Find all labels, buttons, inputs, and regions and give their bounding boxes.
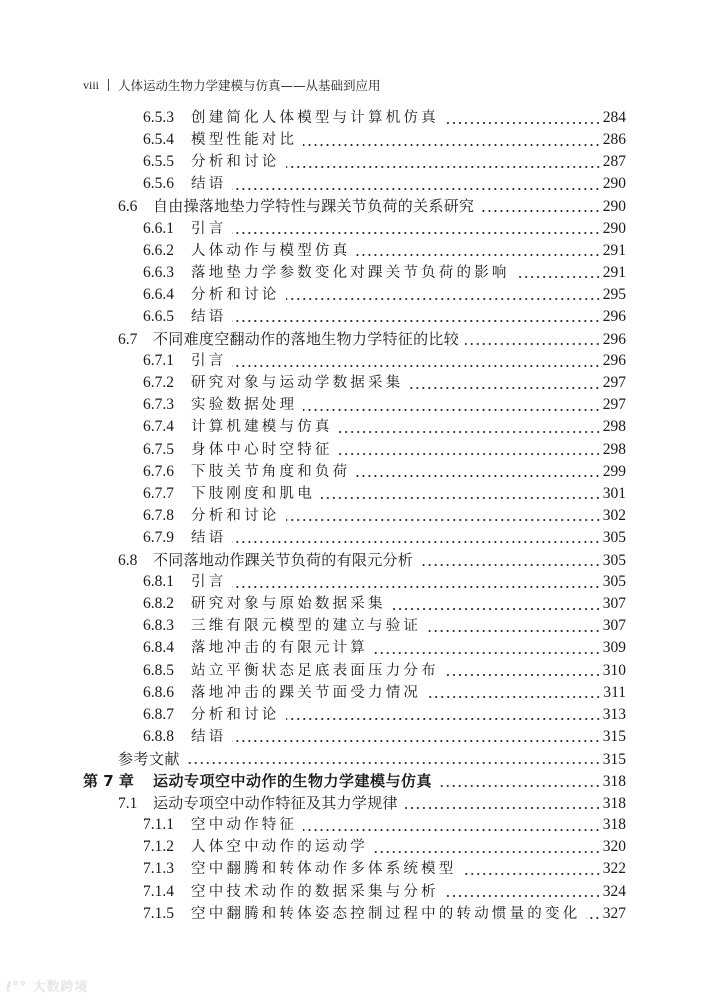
toc-entry-page: 297 [602, 374, 626, 392]
header-divider [108, 79, 109, 91]
dot-leader [374, 851, 601, 853]
toc-entry-page: 298 [602, 440, 626, 458]
toc-entry-title: 不同落地动作踝关节负荷的有限元分析 [153, 551, 414, 569]
toc-entry-page: 295 [602, 285, 626, 303]
toc-entry-title: 空中动作特征 [191, 817, 298, 834]
toc-entry-title: 引言 [191, 353, 227, 370]
toc-entry[interactable] [143, 505, 626, 527]
toc-entry[interactable] [143, 240, 626, 262]
toc-entry-number: 6.8.8 [143, 727, 174, 745]
toc-entry-title: 实验数据处理 [191, 397, 298, 414]
toc-entry-number: 6.8.1 [143, 573, 174, 591]
toc-entry-title: 空中翻腾和转体姿态控制过程中的转动惯量的变化 [191, 905, 581, 922]
toc-entry[interactable] [143, 704, 626, 726]
toc-entry-number: 6.8.2 [143, 595, 174, 613]
dot-leader [409, 387, 600, 389]
dot-leader [232, 232, 600, 234]
dot-leader [232, 188, 600, 190]
toc-entry-page: 301 [602, 484, 626, 502]
toc-entry[interactable] [83, 770, 626, 792]
toc-entry-title: 结语 [191, 728, 227, 745]
toc-entry[interactable] [143, 814, 626, 836]
toc-entry-page: 318 [602, 795, 626, 813]
toc-entry-title: 运动专项空中动作的生物力学建模与仿真 [153, 772, 433, 790]
toc-entry-title: 结语 [191, 176, 227, 193]
toc-entry[interactable] [143, 394, 626, 416]
toc-entry-title: 身体中心时空特征 [191, 441, 333, 458]
toc-entry[interactable] [143, 903, 626, 925]
toc-entry-title: 分析和讨论 [191, 507, 280, 524]
toc-entry-page: 290 [602, 198, 626, 216]
dot-leader [427, 630, 601, 632]
toc-entry-number: 6.7.3 [143, 396, 174, 414]
toc-entry-title: 落地冲击的踝关节面受力情况 [191, 684, 422, 701]
toc-entry-page: 322 [602, 860, 626, 878]
toc-entry[interactable] [118, 549, 626, 571]
toc-entry[interactable] [143, 306, 626, 328]
toc-entry-page: 324 [602, 882, 626, 900]
toc-entry-number: 6.7 [118, 331, 138, 348]
toc-entry-page: 299 [602, 462, 626, 480]
toc-entry-title: 空中翻腾和转体动作多体系统模型 [191, 861, 457, 878]
toc-entry-title: 运动专项空中动作特征及其力学规律 [153, 794, 398, 813]
toc-entry-title: 引言 [191, 574, 227, 591]
toc-entry-title: 人体空中动作的运动学 [191, 839, 368, 856]
toc-entry-number: 6.8.7 [143, 705, 174, 723]
toc-entry-number: 7.1.1 [143, 816, 174, 834]
toc-entry-page: 320 [602, 838, 626, 856]
dot-leader [286, 718, 601, 720]
toc-entry-page: 315 [602, 727, 626, 745]
toc-entry[interactable] [143, 372, 626, 394]
toc-entry-number: 6.7.9 [143, 528, 174, 546]
toc-entry-number: 6.6.2 [143, 241, 174, 259]
toc-entry[interactable] [143, 262, 626, 284]
toc-entry-page: 302 [602, 506, 626, 524]
toc-entry-number: 6.7.2 [143, 374, 174, 392]
dot-leader [356, 254, 600, 256]
toc-entry[interactable] [143, 173, 626, 195]
toc-entry-number: 7.1.4 [143, 882, 174, 900]
toc-entry-number: 6.8.3 [143, 617, 174, 635]
watermark-text: 大数跨境 [32, 980, 89, 995]
toc-entry-number: 6.8 [118, 552, 138, 569]
toc-entry-number: 7.1.5 [143, 904, 174, 922]
dot-leader [232, 541, 600, 543]
dot-leader [286, 166, 601, 168]
dot-leader [480, 210, 600, 212]
dot-leader [445, 674, 601, 676]
toc-entry-page: 290 [602, 219, 626, 237]
toc-entry-title: 人体动作与模型仿真 [191, 242, 351, 259]
watermark [6, 976, 89, 995]
toc-entry-number: 6.8.5 [143, 661, 174, 679]
toc-entry-number: 7.1.3 [143, 860, 174, 878]
toc-entry-number: 6.6 [118, 198, 138, 216]
toc-entry[interactable] [143, 593, 626, 615]
toc-entry-number: 7.1 [118, 795, 138, 813]
dot-leader [586, 917, 600, 919]
toc-entry-page: 305 [602, 573, 626, 591]
dot-leader [404, 807, 601, 809]
toc-entry[interactable] [143, 416, 626, 438]
page-number: viii [83, 77, 100, 92]
toc-entry-page: 287 [602, 153, 626, 171]
toc-entry-page: 305 [602, 552, 626, 569]
toc-entry-title: 分析和讨论 [191, 154, 280, 171]
dot-leader [438, 785, 601, 787]
toc-entry-page: 291 [602, 263, 626, 281]
toc-entry-title: 引言 [191, 220, 227, 237]
toc-entry-page: 297 [602, 396, 626, 414]
dot-leader [321, 497, 601, 499]
toc-entry-page: 311 [603, 683, 626, 701]
toc-entry-page: 307 [602, 617, 626, 635]
toc-entry-title: 结语 [191, 529, 227, 546]
dot-leader [445, 122, 601, 124]
toc-entry[interactable] [143, 461, 626, 483]
toc-entry-number: 6.7.5 [143, 440, 174, 458]
toc-entry-title: 分析和讨论 [191, 286, 280, 303]
book-title: 人体运动生物力学建模与仿真——从基础到应用 [118, 78, 381, 93]
toc-entry-title: 模型性能对比 [191, 132, 298, 149]
dot-leader [286, 298, 601, 300]
toc-entry-page: 284 [602, 109, 626, 126]
toc-entry[interactable] [143, 218, 626, 240]
toc-entry[interactable] [143, 483, 626, 505]
toc-entry-page: 318 [602, 773, 626, 790]
dot-leader [303, 829, 601, 831]
dot-leader [286, 519, 601, 521]
toc-entry-number: 6.7.8 [143, 506, 174, 524]
toc-entry-title: 结语 [191, 308, 227, 325]
dot-leader [339, 431, 601, 433]
toc-entry[interactable] [143, 350, 626, 372]
dot-leader [232, 365, 600, 367]
toc-entry-number: 6.6.1 [143, 219, 174, 237]
dot-leader [303, 409, 601, 411]
dot-leader [303, 144, 601, 146]
toc-entry-page: 291 [602, 241, 626, 259]
dot-leader [374, 652, 601, 654]
toc-entry-number: 6.5.4 [143, 131, 174, 149]
toc-entry[interactable] [143, 284, 626, 306]
toc-entry-number: 6.6.5 [143, 307, 174, 325]
dot-leader [339, 453, 601, 455]
toc-entry-number: 6.6.4 [143, 285, 174, 303]
toc-entry-page: 310 [602, 661, 626, 679]
toc-entry[interactable] [118, 748, 626, 770]
toc-entry-page: 298 [602, 418, 626, 436]
running-header [83, 76, 381, 94]
toc-entry[interactable] [143, 881, 626, 903]
dot-leader [232, 740, 600, 742]
dot-leader [232, 320, 600, 322]
watermark-logo-icon: ℓ°° [6, 980, 28, 995]
toc-entry-number: 7.1.2 [143, 838, 174, 856]
dot-leader [516, 276, 601, 278]
toc-entry-title: 不同难度空翻动作的落地生物力学特征的比较 [153, 330, 460, 348]
toc-entry[interactable] [143, 151, 626, 173]
toc-entry-page: 296 [602, 307, 626, 325]
toc-entry[interactable] [143, 637, 626, 659]
toc-entry-number: 6.6.3 [143, 263, 174, 281]
toc-entry[interactable] [143, 107, 626, 129]
toc-entry-number: 6.5.3 [143, 109, 174, 126]
toc-entry-page: 296 [602, 331, 626, 348]
toc-entry[interactable] [143, 836, 626, 858]
toc-entry[interactable] [118, 195, 626, 217]
toc-entry[interactable] [143, 527, 626, 549]
toc-entry-title: 空中技术动作的数据采集与分析 [191, 883, 439, 900]
dot-leader [356, 475, 600, 477]
toc-entry-number: 6.5.5 [143, 153, 174, 171]
toc-entry[interactable] [143, 439, 626, 461]
toc-entry[interactable] [143, 129, 626, 151]
toc-entry-number: 第 7 章 [83, 772, 134, 790]
toc-entry-page: 313 [602, 705, 626, 723]
toc-entry-title: 计算机建模与仿真 [191, 419, 333, 436]
toc-entry-page: 305 [602, 528, 626, 546]
toc-entry-number: 6.7.6 [143, 462, 174, 480]
toc-entry[interactable] [143, 726, 626, 748]
toc-entry-page: 307 [602, 595, 626, 613]
toc-entry-title: 自由操落地垫力学特性与踝关节负荷的关系研究 [153, 197, 475, 216]
dot-leader [392, 608, 601, 610]
dot-leader [445, 895, 601, 897]
toc-entry[interactable] [118, 792, 626, 814]
toc-entry[interactable] [118, 328, 626, 350]
toc-entry-title: 研究对象与原始数据采集 [191, 596, 386, 613]
toc-entry-number: 6.8.4 [143, 639, 174, 657]
dot-leader [419, 564, 601, 566]
dot-leader [463, 873, 601, 875]
dot-leader [465, 343, 601, 345]
toc-entry-title: 三维有限元模型的建立与验证 [191, 618, 422, 635]
toc-entry-title: 创建简化人体模型与计算机仿真 [191, 110, 439, 126]
dot-leader [186, 762, 601, 764]
toc-entry-number: 6.5.6 [143, 175, 174, 193]
dot-leader [232, 586, 600, 588]
toc-entry-title: 下肢刚度和肌电 [191, 485, 315, 502]
toc-entry-title: 下肢关节角度和负荷 [191, 463, 351, 480]
toc-entry[interactable] [143, 615, 626, 637]
toc-entry-page: 309 [602, 639, 626, 657]
toc-entry[interactable] [143, 858, 626, 880]
toc-entry-title: 落地冲击的有限元计算 [191, 640, 368, 657]
toc-entry[interactable] [143, 660, 626, 682]
toc-entry-page: 286 [602, 131, 626, 149]
toc-entry-number: 6.8.6 [143, 683, 174, 701]
toc-entry-number: 6.7.7 [143, 484, 174, 502]
toc-entry[interactable] [143, 682, 626, 704]
toc-entry-page: 315 [602, 750, 626, 768]
toc-entry-title: 站立平衡状态足底表面压力分布 [191, 662, 439, 679]
toc-entry-page: 318 [602, 816, 626, 834]
toc-entry-title: 分析和讨论 [191, 706, 280, 723]
toc-entry-number: 6.7.1 [143, 352, 174, 370]
toc-entry[interactable] [143, 571, 626, 593]
toc-entry-title: 研究对象与运动学数据采集 [191, 375, 404, 392]
toc-entry-page: 327 [602, 904, 626, 922]
toc-entry-page: 296 [602, 352, 626, 370]
toc-entry-title: 落地垫力学参数变化对踝关节负荷的影响 [191, 264, 510, 281]
toc-entry-number: 6.7.4 [143, 418, 174, 436]
dot-leader [427, 696, 601, 698]
toc-entry-page: 290 [602, 175, 626, 193]
toc-entry-title: 参考文献 [118, 749, 181, 768]
